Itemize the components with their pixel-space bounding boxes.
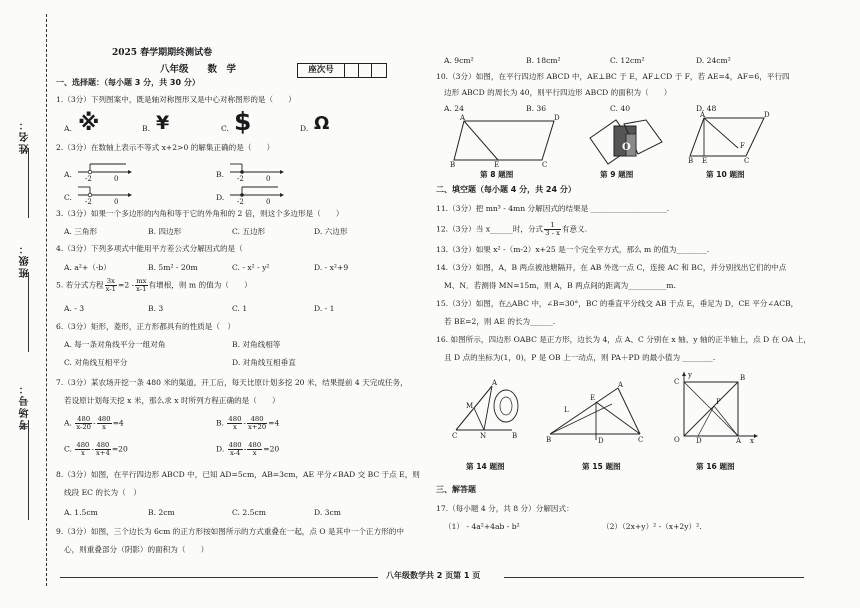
q8-option-b[interactable]: B. 2cm <box>148 508 175 517</box>
q9-option-d[interactable]: D. 24cm² <box>696 56 731 65</box>
q8-option-d[interactable]: D. 3cm <box>314 508 341 517</box>
svg-text:x: x <box>750 437 754 445</box>
q10-option-d[interactable]: D. 48 <box>696 104 717 113</box>
figure-10-caption: 第 10 题图 <box>706 170 745 179</box>
svg-text:A: A <box>460 114 466 122</box>
q15-line2: 若 BE=2，则 AE 的长为______. <box>444 317 556 326</box>
q16-line2: 且 D 点的坐标为(1，0)，P 是 OB 上一动点，则 PA＋PD 的最小值为 ________. <box>444 353 716 362</box>
figure-8-parallelogram <box>450 116 560 168</box>
svg-text:B: B <box>546 436 552 444</box>
q2-number-line-a <box>76 160 132 182</box>
figure-9-squares <box>576 114 668 170</box>
q10-stem-line1: 10.（3分）如图，在平行四边形 ABCD 中，AE⊥BC 于 E，AF⊥CD 于 F，若 AE=4，AF=6，平行四 <box>436 72 790 81</box>
svg-text:C: C <box>638 436 644 444</box>
svg-text:E: E <box>702 157 708 165</box>
svg-text:N: N <box>480 432 487 440</box>
q9-stem-line2: 心，则重叠部分（阴影）的面积为（ ） <box>64 545 209 554</box>
q8-option-a[interactable]: A. 1.5cm <box>64 508 98 517</box>
q3-stem: 3.（3分）如果一个多边形的内角和等于它的外角和的 2 倍，则这个多边形是（ ） <box>56 209 344 218</box>
exam-title: 2025 春学期期终测试卷 <box>112 48 213 58</box>
section2-title: 二、填空题（每小题 4 分，共 24 分） <box>436 185 576 194</box>
q4-option-b[interactable]: B. 5m² - 20m <box>148 263 198 272</box>
q10-stem-line2: 边形 ABCD 的周长为 40，则平行四边形 ABCD 的面积为（ ） <box>444 88 672 97</box>
figure-14-caption: 第 14 题图 <box>466 462 505 471</box>
figure-9-caption: 第 9 题图 <box>600 170 634 179</box>
class-blank-line <box>28 272 29 352</box>
footer-rule-left <box>60 577 378 578</box>
q8-option-c[interactable]: C. 2.5cm <box>232 508 266 517</box>
q4-option-a[interactable]: A. a²+（-b） <box>64 263 111 272</box>
svg-text:O: O <box>674 436 680 444</box>
svg-text:B: B <box>740 374 746 382</box>
q2-number-line-d <box>228 183 284 205</box>
svg-text:B: B <box>512 432 518 440</box>
q6-option-c[interactable]: C. 对角线互相平分 <box>64 358 128 367</box>
q4-stem: 4.（3分）下列多项式中能用平方差公式分解因式的是（ <box>56 244 243 253</box>
tick-label: 0 <box>114 175 119 183</box>
q11: 11.（3分）把 mn³ - 4mn 分解因式的结果是 ____________________. <box>436 204 670 213</box>
q1-option-c[interactable]: C. <box>221 124 229 133</box>
q1-pattern-c: $ <box>234 107 252 136</box>
binding-dashed-line <box>46 14 47 586</box>
q14-line2: M、N．若测得 MN=15m，则 A，B 两点间的距离为__________m. <box>444 281 676 290</box>
q2-stem: 2.（3分）在数轴上表示不等式 x+2>0 的解集正确的是（ ） <box>56 143 275 152</box>
svg-text:C: C <box>452 432 458 440</box>
seat-number-box <box>297 63 387 78</box>
class-label: 班级： <box>20 242 31 278</box>
name-label: 姓名： <box>20 118 31 154</box>
q1-stem: 1.（3分）下列图案中，既是轴对称图形又是中心对称图形的是（ ） <box>56 95 296 104</box>
figure-15-caption: 第 15 题图 <box>582 462 621 471</box>
q1-pattern-d: Ω <box>314 113 330 134</box>
q10-option-c[interactable]: C. 40 <box>610 104 631 113</box>
q10-option-b[interactable]: B. 36 <box>526 104 547 113</box>
q2-option-c[interactable]: C. <box>64 193 72 202</box>
q9-option-a[interactable]: A. 9cm² <box>444 56 474 65</box>
q4-option-d[interactable]: D. - x²+9 <box>314 263 349 272</box>
q2-option-b[interactable]: B. <box>216 170 224 179</box>
tick-label: 0 <box>114 198 119 206</box>
q2-number-line-c <box>76 183 132 205</box>
q8-stem-line2: 线段 EC 的长为（ ） <box>64 488 141 497</box>
q5-stem: 5. 若分式方程 $\frac{3x}{x-1}$ =2 - $\frac{mx}{x-1}$ 有增根，则 m 的值为（ ） <box>56 277 252 294</box>
q5-option-b[interactable]: B. 3 <box>148 304 164 313</box>
q1-option-a[interactable]: A. <box>64 124 72 133</box>
q7-option-d[interactable]: D. $\frac{480}{x-4}$ - $\frac{480}{x}$ =20 <box>216 441 280 458</box>
seat-label: 座次号 <box>298 64 345 77</box>
q7-option-b[interactable]: B. $\frac{480}{x}$ - $\frac{480}{x+20}$ =4 <box>216 415 280 432</box>
q16-line1: 16. 如图所示，四边形 OABC 是正方形，边长为 4，点 A、C 分别在 x 轴、y 轴的正半轴上，点 D 在 OA 上， <box>436 335 811 344</box>
q15-line1: 15.（3分）如图，在△ABC 中，∠B=30°，BC 的垂直平分线交 AB 于点 E，垂足为 D，CE 平分∠ACB， <box>436 299 799 308</box>
svg-text:E: E <box>494 161 500 169</box>
q1-pattern-a: ※ <box>78 111 100 136</box>
svg-text:A: A <box>492 379 498 387</box>
svg-text:L: L <box>564 406 569 414</box>
figure-15-triangle <box>546 382 644 444</box>
q3-option-b[interactable]: B. 四边形 <box>148 227 182 236</box>
svg-text:F: F <box>740 142 745 150</box>
q8-stem-line1: 8.（3分）如图，在平行四边形 ABCD 中，已知 AD=5cm，AB=3cm，AE 平分∠BAD 交 BC 于点 E，则 <box>56 470 420 479</box>
grade-subject: 八年级 数 学 <box>160 64 237 75</box>
svg-text:A: A <box>618 381 624 389</box>
q10-option-a[interactable]: A. 24 <box>444 104 464 113</box>
exam-room-label: 考场号： <box>20 382 31 430</box>
q9-option-c[interactable]: C. 12cm² <box>610 56 645 65</box>
q7-option-a[interactable]: A. $\frac{480}{x-20}$ - $\frac{480}{x}$ =4 <box>64 415 124 432</box>
figure-16-coordinate-square <box>670 371 756 445</box>
tick-label: 0 <box>266 198 271 206</box>
q4-option-c[interactable]: C. - x² - y² <box>232 263 270 272</box>
q6-stem: 6.（3分）矩形，菱形，正方形都具有的性质是（ ） <box>56 322 236 331</box>
seat-cell[interactable] <box>345 64 359 77</box>
q6-option-b[interactable]: B. 对角线相等 <box>232 340 281 349</box>
name-blank-line <box>28 148 29 218</box>
svg-text:A: A <box>736 437 742 445</box>
q6-option-a[interactable]: A. 每一条对角线平分一组对角 <box>64 340 166 349</box>
q9-stem-line1: 9.（3分）如图，三个边长为 6cm 的正方形按如图所示的方式重叠在一起，点 O 是其中一个正方形的中 <box>56 527 404 536</box>
svg-text:E: E <box>590 394 596 402</box>
svg-text:O: O <box>622 142 631 153</box>
q1-pattern-b: ¥ <box>156 112 170 134</box>
tick-label: -2 <box>85 175 92 183</box>
q7-stem-line2: 若设原计划每天挖 x 米，那么求 x 时所列方程正确的是（ ） <box>64 396 280 405</box>
svg-text:M: M <box>466 402 474 410</box>
q12: 12.（3分）当 x______时，分式 $\frac{1}{3 - x}$ 有意义. <box>436 221 588 238</box>
q7-option-c[interactable]: C. $\frac{480}{x}$ - $\frac{480}{x+4}$ =20 <box>64 441 128 458</box>
q3-option-c[interactable]: C. 五边形 <box>232 227 266 236</box>
q17-stem: 17.（每小题 4 分，共 8 分）分解因式： <box>436 504 574 513</box>
q2-option-a[interactable]: A. <box>64 170 72 179</box>
q5-option-d[interactable]: D. - 1 <box>314 304 335 313</box>
exam-room-blank-line <box>28 420 29 520</box>
q5-option-c[interactable]: C. 1 <box>232 304 248 313</box>
q7-stem-line1: 7.（3分）某农场开挖一条 480 米的渠道，开工后，每天比原计划多挖 20 米，结果提前 4 天完成任务， <box>56 378 408 387</box>
q14-line1: 14.（3分）如图，A，B 两点被池塘隔开，在 AB 外选一点 C，连接 AC 和 BC，并分别找出它们的中点 <box>436 263 787 272</box>
svg-text:B: B <box>688 157 694 165</box>
q2-option-d[interactable]: D. <box>216 193 225 202</box>
svg-text:C: C <box>674 378 680 386</box>
q1-option-d[interactable]: D. <box>300 124 309 133</box>
section1-title: 一、选择题：（每小题 3 分，共 30 分） <box>56 78 200 87</box>
seat-cell[interactable] <box>359 64 373 77</box>
svg-text:D: D <box>554 114 560 122</box>
q9-option-b[interactable]: B. 18cm² <box>526 56 561 65</box>
svg-text:D: D <box>696 437 702 445</box>
svg-text:D: D <box>598 437 604 445</box>
svg-text:C: C <box>542 161 548 169</box>
svg-text:B: B <box>450 161 456 169</box>
q6-option-d[interactable]: D. 对角线互相垂直 <box>232 358 296 367</box>
tick-label: -2 <box>237 175 244 183</box>
footer-rule-right <box>504 577 804 578</box>
tick-label: -2 <box>85 198 92 206</box>
seat-cell[interactable] <box>372 64 386 77</box>
q5-option-a[interactable]: A. - 3 <box>64 304 85 313</box>
figure-16-caption: 第 16 题图 <box>696 462 735 471</box>
svg-text:C: C <box>744 157 750 165</box>
tick-label: 0 <box>266 175 271 183</box>
figure-10-parallelogram <box>688 112 770 168</box>
svg-text:A: A <box>700 111 706 119</box>
svg-text:D: D <box>764 111 770 119</box>
q3-option-d[interactable]: D. 六边形 <box>314 227 348 236</box>
page-footer: 八年级数学共 2 页第 1 页 <box>386 571 481 580</box>
q17-part1: （1） - 4a²+4ab - b² <box>444 522 520 531</box>
q17-part2: （2）（2x+y）² -（x+2y）². <box>602 522 702 531</box>
figure-8-caption: 第 8 题图 <box>480 170 514 179</box>
q2-number-line-b <box>228 160 284 182</box>
svg-text:y: y <box>688 371 692 379</box>
tick-label: -2 <box>237 198 244 206</box>
q1-option-b[interactable]: B. <box>142 124 150 133</box>
svg-text:P: P <box>716 398 721 406</box>
figure-14-pond <box>452 380 526 440</box>
section3-title: 三、解答题 <box>436 485 476 494</box>
q13: 13.（3分）如果 x² -（m-2）x+25 是一个完全平方式，那么 m 的值为________. <box>436 245 710 254</box>
q3-option-a[interactable]: A. 三角形 <box>64 227 98 236</box>
